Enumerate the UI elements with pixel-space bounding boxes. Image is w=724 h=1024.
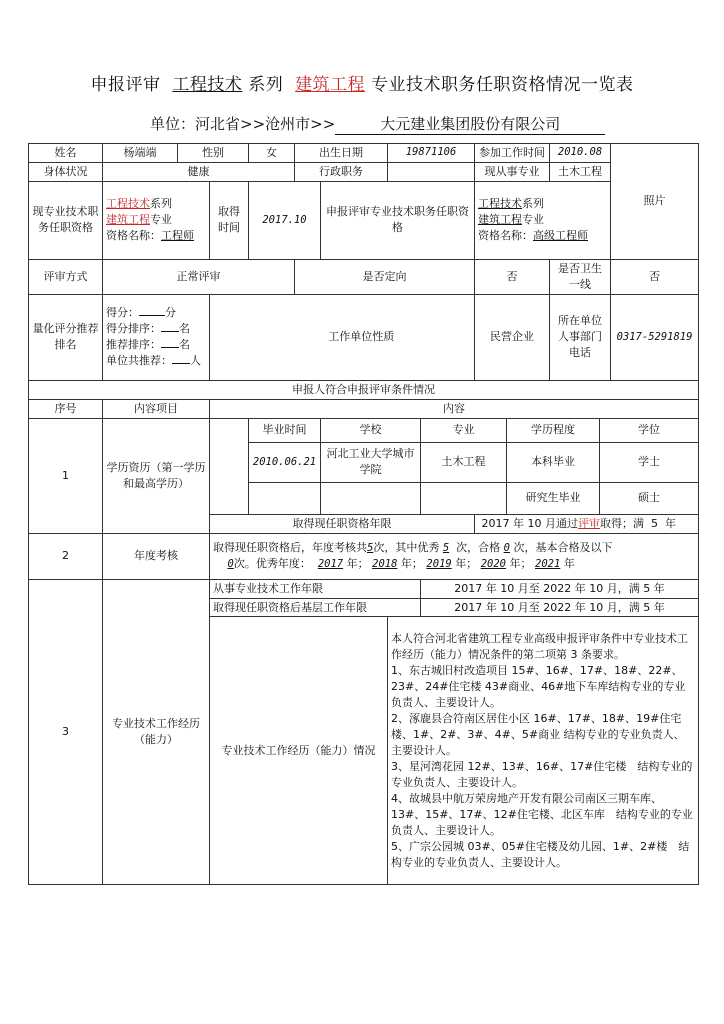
- current-qual-detail: [103, 181, 210, 259]
- title-specialty: 建筑工程: [295, 75, 366, 95]
- birth-label: 出生日期: [295, 144, 388, 163]
- annual-text-5: 次。优秀年度：: [233, 557, 311, 571]
- unit-nature-label: 工作单位性质: [249, 294, 475, 380]
- exp-paragraph: 5、广宗公园城 03#、05#住宅楼及幼儿园、1#、2#楼 结构专业的专业负责人、主要设计人。: [391, 839, 690, 869]
- apply-qual-name: 高级工程师: [533, 229, 589, 243]
- col-item-header: 内容项目: [103, 399, 210, 418]
- work-start-label: 参加工作时间: [475, 144, 550, 163]
- current-specialty: 建筑工程: [106, 213, 150, 227]
- annual-basic: 0: [227, 558, 234, 571]
- apply-series: 工程技术: [478, 197, 523, 211]
- edu-header-time: 毕业时间: [249, 418, 321, 442]
- gender-label: 性别: [178, 144, 249, 163]
- title-series-suffix: 系列: [248, 75, 284, 95]
- annual-text-4: 次，基本合格及以下: [513, 540, 613, 554]
- current-job-label: 现从事专业: [475, 162, 550, 181]
- edu-row2-time: [249, 482, 321, 514]
- annual-year-5: 2021: [535, 558, 561, 571]
- edu-years-text-2: 月通过: [545, 516, 579, 530]
- edu-years-count: 5: [651, 516, 659, 530]
- current-job-value: 土木工程: [550, 162, 611, 181]
- edu-years-text-4: 年: [665, 516, 677, 530]
- annual-year-unit-1: 年: [346, 557, 358, 571]
- edu-row2-major: [421, 482, 507, 514]
- work-start-value: 2010.08: [550, 144, 611, 163]
- annual-year-2: 2018: [372, 558, 398, 571]
- health-value: 健康: [103, 162, 295, 181]
- edu-years-value: [475, 514, 699, 533]
- edu-header-major: 专业: [421, 418, 507, 442]
- edu-years-review: 评审: [578, 516, 601, 530]
- exp-paragraph: 2、涿鹿县合符南区居住小区 16#、17#、18#、19#住宅楼、1#、2#、3#、4#、5#商业 结构专业的专业负责人、主要设计人。: [391, 712, 685, 757]
- edu-header-school: 学校: [321, 418, 421, 442]
- score-field-label: 得分：: [106, 306, 139, 320]
- edu-row1-school: 河北工业大学城市学院: [321, 442, 421, 482]
- apply-qual-label: 申报评审专业技术职务任职资格: [321, 181, 475, 259]
- annual-year-1: 2017: [317, 558, 344, 571]
- current-qual-label: 现专业技术职务任职资格: [29, 181, 103, 259]
- annual-total: 5: [367, 541, 374, 554]
- edu-years-label: 取得现任职资格年限: [210, 514, 475, 533]
- apply-series-suffix: 系列: [522, 197, 545, 211]
- exp-no: 3: [29, 579, 103, 885]
- rec-rank-unit: 名: [179, 338, 190, 352]
- directed-value: 否: [475, 259, 550, 294]
- health-line-label: 是否卫生一线: [550, 259, 611, 294]
- current-qual-name: 工程师: [161, 229, 194, 243]
- name-label: 姓名: [29, 144, 103, 163]
- health-label: 身体状况: [29, 162, 103, 181]
- work-years-label: 从事专业技术工作年限: [210, 579, 421, 598]
- exp-paragraph: 3、星河湾花园 12#、13#、16#、17#住宅楼 结构专业的专业负责人、主要设计人。: [391, 759, 693, 789]
- apply-qual-name-label: 资格名称：: [478, 229, 534, 243]
- edu-years-text-3: 取得；满: [600, 516, 645, 530]
- annual-year-4: 2020: [480, 558, 507, 571]
- apply-specialty: 建筑工程: [478, 213, 523, 227]
- review-method-label: 评审方式: [29, 259, 103, 294]
- document-title: [0, 70, 724, 95]
- exp-item: 专业技术工作经历（能力）: [103, 579, 210, 885]
- edu-years-month: 10: [527, 516, 542, 530]
- total-unit: 人: [190, 354, 201, 368]
- edu-years-year: 2017: [481, 516, 510, 530]
- annual-year-unit-2: 年: [400, 557, 412, 571]
- conditions-title: 申报人符合申报评审条件情况: [29, 380, 699, 399]
- exp-detail-label: 专业技术工作经历（能力）情况: [210, 617, 388, 885]
- annual-text-2: 次，其中优秀: [373, 540, 440, 554]
- apply-qual-detail: [475, 181, 611, 259]
- current-series-suffix: 系列: [150, 197, 172, 211]
- edu-header-level: 学历程度: [507, 418, 600, 442]
- get-time-value: 2017.10: [249, 181, 321, 259]
- col-no-header: 序号: [29, 399, 103, 418]
- unit-label: 单位：河北省>>沧州市>>: [150, 115, 336, 133]
- health-line-value: 否: [611, 259, 699, 294]
- edu-row1-level: 本科毕业: [507, 442, 600, 482]
- exp-paragraph: 1、东古城旧村改造项目 15#、16#、17#、18#、22#、23#、24#住宅楼 43#商业、46#地下车库结构专业的专业负责人、主要设计人。: [391, 664, 686, 710]
- edu-row1-degree: 学士: [600, 442, 699, 482]
- title-suffix: 专业技术职务任职资格情况一览表: [370, 75, 634, 95]
- annual-pass: 0: [503, 541, 510, 554]
- annual-detail: 取得现任职资格后，年度考核共5次，其中优秀 5 次，合格 0 次，基本合格及以下 0次。优秀年度： 2017 年； 2018 年； 2019 年； 2020 年； 2021 年: [210, 533, 699, 579]
- get-time-label: 取得时间: [210, 181, 249, 259]
- annual-year-unit-3: 年: [455, 557, 467, 571]
- phone-label: 所在单位人事部门电话: [550, 294, 611, 380]
- annual-text-1: 取得现任职资格后，年度考核共: [213, 540, 367, 554]
- annual-text-3: 次，合格: [456, 540, 501, 554]
- directed-label: 是否定向: [295, 259, 475, 294]
- unit-company: 大元建业集团股份有限公司: [335, 113, 605, 135]
- work-years-value: 2017 年 10 月至 2022 年 10 月，满 5 年: [421, 579, 699, 598]
- edu-row2-degree: 硕士: [600, 482, 699, 514]
- score-detail: [103, 294, 210, 380]
- edu-header-degree: 学位: [600, 418, 699, 442]
- unit-nature-value: 民营企业: [475, 294, 550, 380]
- annual-item: 年度考核: [103, 533, 210, 579]
- current-qual-name-label: 资格名称：: [106, 229, 161, 243]
- edu-row1-major: 土木工程: [421, 442, 507, 482]
- base-years-label: 取得现任职资格后基层工作年限: [210, 598, 421, 617]
- qualification-table: [28, 143, 699, 885]
- rec-rank-field-label: 推荐排序：: [106, 338, 161, 352]
- annual-no: 2: [29, 533, 103, 579]
- title-prefix: 申报评审: [90, 75, 161, 95]
- name-value: 杨端端: [103, 144, 178, 163]
- current-specialty-suffix: 专业: [150, 213, 172, 227]
- edu-row1-time: 2010.06.21: [249, 442, 321, 482]
- edu-row2-school: [321, 482, 421, 514]
- annual-year-unit-5: 年: [563, 557, 575, 571]
- col-content-header: 内容: [210, 399, 699, 418]
- exp-paragraph: 4、故城县中航万荣房地产开发有限公司南区三期车库、13#、15#、17#、12#住宅楼、北区车库 结构专业的专业负责人、主要设计人。: [391, 791, 693, 837]
- gender-value: 女: [249, 144, 295, 163]
- review-method-value: 正常评审: [103, 259, 295, 294]
- apply-specialty-suffix: 专业: [522, 213, 545, 227]
- annual-excellent: 5: [442, 541, 450, 554]
- base-years-value: 2017 年 10 月至 2022 年 10 月，满 5 年: [421, 598, 699, 617]
- phone-value: 0317-5291819: [611, 294, 699, 380]
- admin-value: [388, 162, 475, 181]
- exp-detail-text: [388, 617, 699, 885]
- rank-unit: 名: [179, 322, 190, 336]
- rank-field-label: 得分排序：: [106, 322, 161, 336]
- admin-label: 行政职务: [295, 162, 388, 181]
- current-series: 工程技术: [106, 197, 150, 211]
- unit-line: [150, 113, 605, 135]
- edu-years-text-1: 年: [513, 516, 525, 530]
- title-series: 工程技术: [172, 75, 243, 95]
- score-unit: 分: [165, 306, 176, 320]
- photo-box: 照片: [611, 144, 699, 260]
- total-field-label: 单位共推荐：: [106, 354, 172, 368]
- edu-item: 学历资历（第一学历和最高学历）: [103, 418, 210, 533]
- annual-year-3: 2019: [426, 558, 452, 571]
- exp-paragraph: 本人符合河北省建筑工程专业高级申报评审条件中专业技术工作经历（能力）情况条件的第二项第 3 条要求。: [391, 632, 688, 662]
- edu-no: 1: [29, 418, 103, 533]
- score-label: 量化评分推荐排名: [29, 294, 103, 380]
- edu-row2-level: 研究生毕业: [507, 482, 600, 514]
- annual-year-unit-4: 年: [509, 557, 521, 571]
- birth-value: 19871106: [388, 144, 475, 163]
